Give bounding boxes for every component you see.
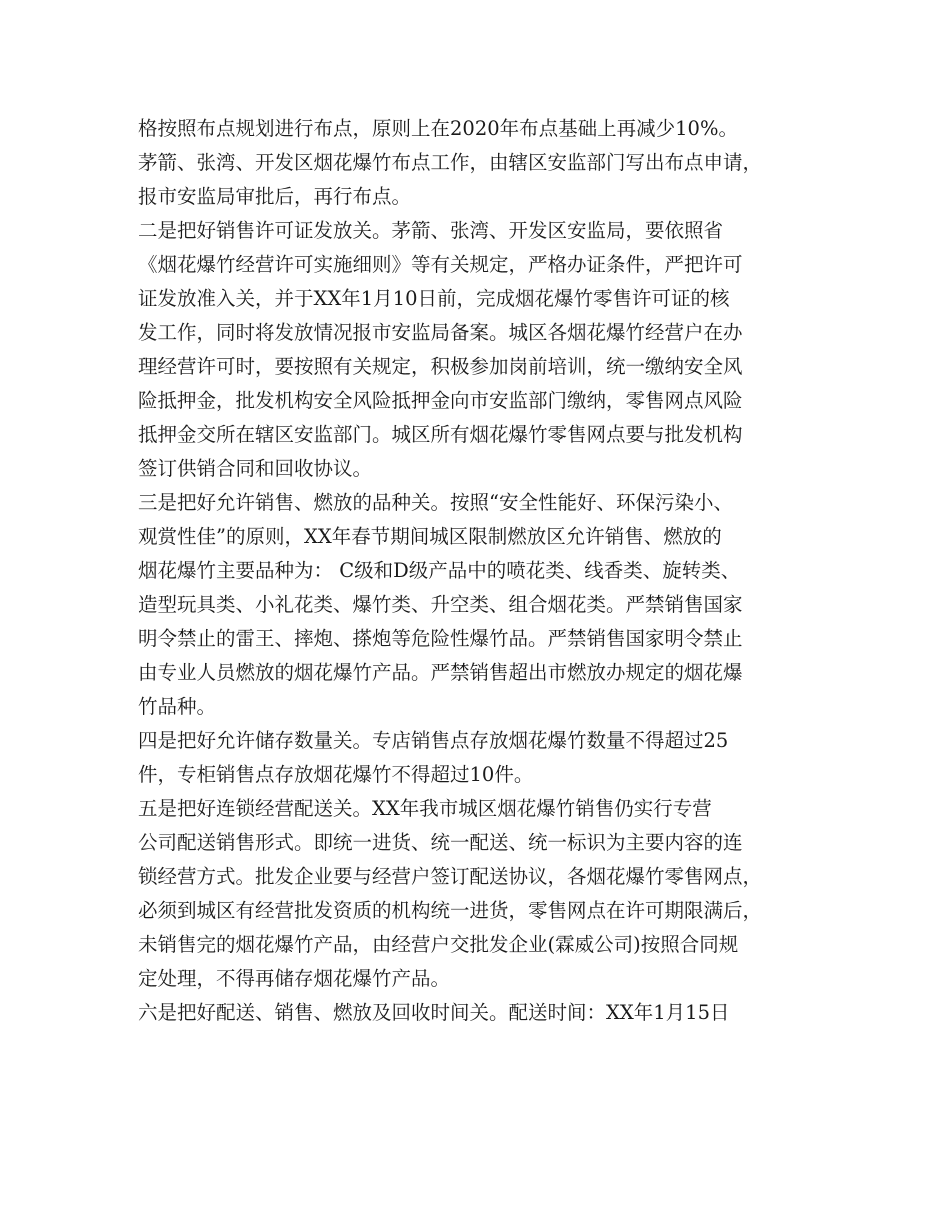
text-line: 锁经营方式。批发企业要与经营户签订配送协议，各烟花爆竹零售网点， [138,865,763,888]
text-line: 理经营许可时，要按照有关规定，积极参加岗前培训，统一缴纳安全风 [138,355,743,378]
text-line: 四是把好允许储存数量关。专店销售点存放烟花爆竹数量不得超过25 [138,729,729,752]
text-line: 签订供销合同和回收协议。 [138,457,373,480]
text-line: 件，专柜销售点存放烟花爆竹不得超过10件。 [138,763,534,786]
text-line: 六是把好配送、销售、燃放及回收时间关。配送时间：XX年1月15日 [138,1001,730,1024]
text-line: 抵押金交所在辖区安监部门。城区所有烟花爆竹零售网点要与批发机构 [138,423,743,446]
text-line: 《烟花爆竹经营许可实施细则》等有关规定，严格办证条件，严把许可 [138,253,743,276]
text-line: 竹品种。 [138,695,217,718]
text-line: 发工作，同时将发放情况报市安监局备案。城区各烟花爆竹经营户在办 [138,321,743,344]
text-line: 定处理，不得再储存烟花爆竹产品。 [138,967,451,990]
text-line: 二是把好销售许可证发放关。茅箭、张湾、开发区安监局，要依照省 [138,219,724,242]
text-line: 观赏性佳”的原则，XX年春节期间城区限制燃放区允许销售、燃放的 [138,525,722,548]
text-line: 必须到城区有经营批发资质的机构统一进货，零售网点在许可期限满后， [138,899,763,922]
text-line: 证发放准入关，并于XX年1月10日前，完成烟花爆竹零售许可证的核 [138,287,730,310]
text-line: 烟花爆竹主要品种为： C级和D级产品中的喷花类、线香类、旋转类、 [138,559,741,582]
text-line: 五是把好连锁经营配送关。XX年我市城区烟花爆竹销售仍实行专营 [138,797,712,820]
text-line: 未销售完的烟花爆竹产品，由经营户交批发企业(霖威公司)按照合同规 [138,933,739,956]
text-line: 险抵押金，批发机构安全风险抵押金向市安监部门缴纳，零售网点风险 [138,389,743,412]
text-line: 三是把好允许销售、燃放的品种关。按照“安全性能好、环保污染小、 [138,491,733,514]
text-line: 由专业人员燃放的烟花爆竹产品。严禁销售超出市燃放办规定的烟花爆 [138,661,743,684]
text-line: 明令禁止的雷王、摔炮、搽炮等危险性爆竹品。严禁销售国家明令禁止 [138,627,743,650]
text-line: 报市安监局审批后，再行布点。 [138,185,412,208]
text-line: 公司配送销售形式。即统一进货、统一配送、统一标识为主要内容的连 [138,831,743,854]
document-body [138,112,818,1030]
text-line: 格按照布点规划进行布点，原则上在2020年布点基础上再减少10%。 [138,117,738,140]
text-line: 茅箭、张湾、开发区烟花爆竹布点工作，由辖区安监部门写出布点申请， [138,151,763,174]
text-line: 造型玩具类、小礼花类、爆竹类、升空类、组合烟花类。严禁销售国家 [138,593,743,616]
